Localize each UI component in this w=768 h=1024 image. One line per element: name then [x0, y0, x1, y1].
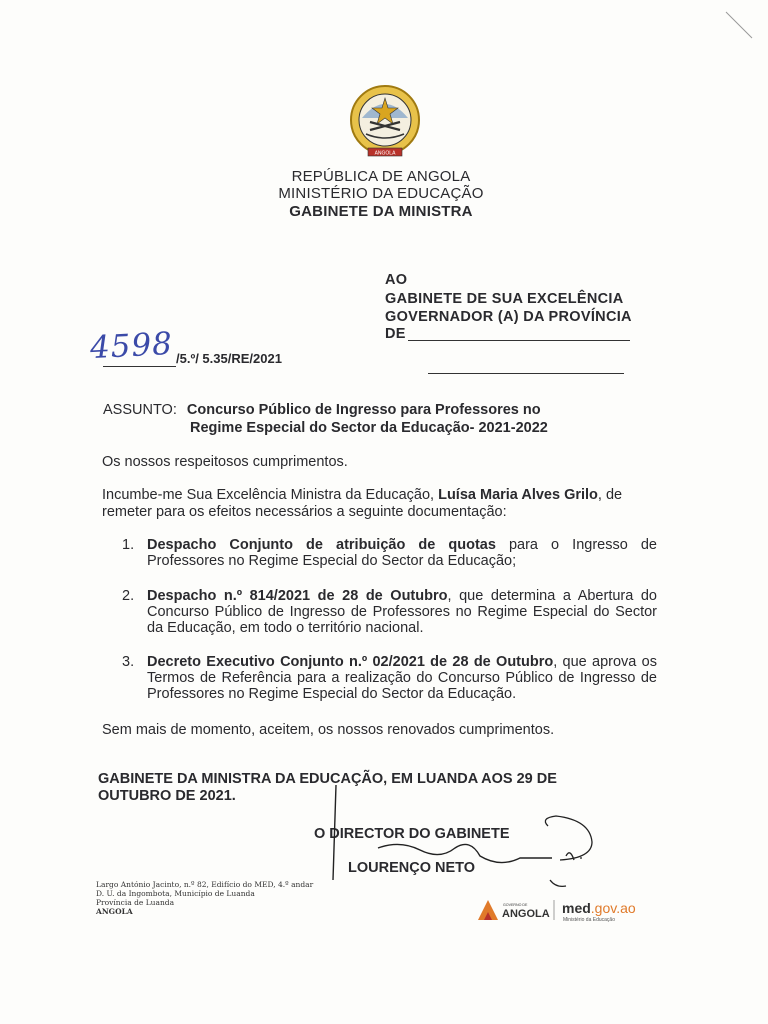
signatory-title: O DIRECTOR DO GABINETE	[314, 826, 510, 842]
list-item-number: 2.	[122, 588, 135, 604]
footer-address-line-3: Província de Luanda	[96, 898, 175, 907]
list-item-text: , que aprova os Termos de Referência para a realização do Concurso Público de Ingresso de Professores no Regime Especial do Sector da Educação.	[147, 654, 657, 702]
handwritten-reference-number: 4598	[89, 325, 174, 367]
footer-address	[96, 880, 313, 916]
footer-address-line-2: D. U. da Ingombota, Município de Luanda	[96, 889, 255, 898]
list-item-title: Despacho Conjunto de atribuição de quotas	[147, 537, 496, 553]
list-item-title: Decreto Executivo Conjunto n.º 02/2021 de 28 de Outubro	[147, 654, 554, 670]
footer-address-line-4: ANGOLA	[96, 907, 133, 916]
list-item	[122, 537, 657, 569]
header-country: REPÚBLICA DE ANGOLA	[291, 168, 471, 185]
closing-line-1: GABINETE DA MINISTRA DA EDUCAÇÃO, EM LUANDA AOS 29 DE	[98, 771, 557, 787]
med-logo	[562, 900, 636, 916]
subject-line-2: Regime Especial do Sector da Educação- 2021-2022	[190, 420, 548, 436]
angola-coat-of-arms-emblem	[340, 82, 430, 162]
greeting: Os nossos respeitosos cumprimentos.	[102, 454, 348, 470]
minister-name: Luísa Maria Alves Grilo	[438, 487, 598, 503]
addressee-line-2: GABINETE DE SUA EXCELÊNCIA	[385, 291, 624, 307]
addressee-blank-line-2	[428, 373, 624, 374]
list-item	[122, 654, 657, 702]
list-item-number: 3.	[122, 654, 135, 670]
logo-angola-text: ANGOLA	[502, 908, 550, 920]
subject-label: ASSUNTO:	[103, 402, 177, 418]
signatory-name: LOURENÇO NETO	[348, 860, 476, 876]
governo-angola-logo	[476, 898, 556, 922]
addressee-line-1: AO	[385, 272, 408, 288]
intro-paragraph	[102, 487, 657, 521]
closing-line-2: OUTUBRO DE 2021.	[98, 788, 236, 804]
emblem-text: ANGOLA	[374, 150, 396, 157]
list-item-text: , que determina a Abertura do Concurso Público de Ingresso de Professores no Regime Especial do Sector da Educação, em todo o território nacional.	[147, 588, 657, 636]
logo-small-text: GOVERNO DE	[503, 903, 528, 907]
intro-part-1: Incumbe-me Sua Excelência Ministra da Educação,	[102, 487, 439, 503]
med-logo-domain: .gov.ao	[590, 900, 636, 916]
addressee-line-3: GOVERNADOR (A) DA PROVÍNCIA	[385, 309, 632, 325]
list-item-number: 1.	[122, 537, 135, 553]
list-item-title: Despacho n.º 814/2021 de 28 de Outubro	[147, 588, 448, 604]
subject-block	[103, 401, 603, 437]
list-item-text: para o Ingresso de Professores no Regime Especial do Sector da Educação;	[147, 537, 657, 569]
addressee-line-4: DE	[385, 326, 406, 342]
subject-line-1: Concurso Público de Ingresso para Professores no	[186, 402, 541, 418]
header-office: GABINETE DA MINISTRA	[289, 203, 473, 220]
footer-address-line-1: Largo António Jacinto, n.º 82, Edifício do MED, 4.º andar	[96, 880, 314, 889]
header-ministry: MINISTÉRIO DA EDUCAÇÃO	[278, 185, 484, 202]
med-logo-subtitle: Ministério da Educação	[563, 917, 615, 923]
med-logo-text: med	[562, 900, 591, 916]
reference-code: /5.º/ 5.35/RE/2021	[176, 351, 282, 366]
addressee-blank-line	[408, 340, 630, 341]
reference-underline	[103, 366, 176, 367]
list-item	[122, 588, 657, 636]
intro-part-2: , de remeter para os efeitos necessários a seguinte documentação:	[102, 487, 623, 520]
sign-off: Sem mais de momento, aceitem, os nossos renovados cumprimentos.	[102, 722, 555, 738]
